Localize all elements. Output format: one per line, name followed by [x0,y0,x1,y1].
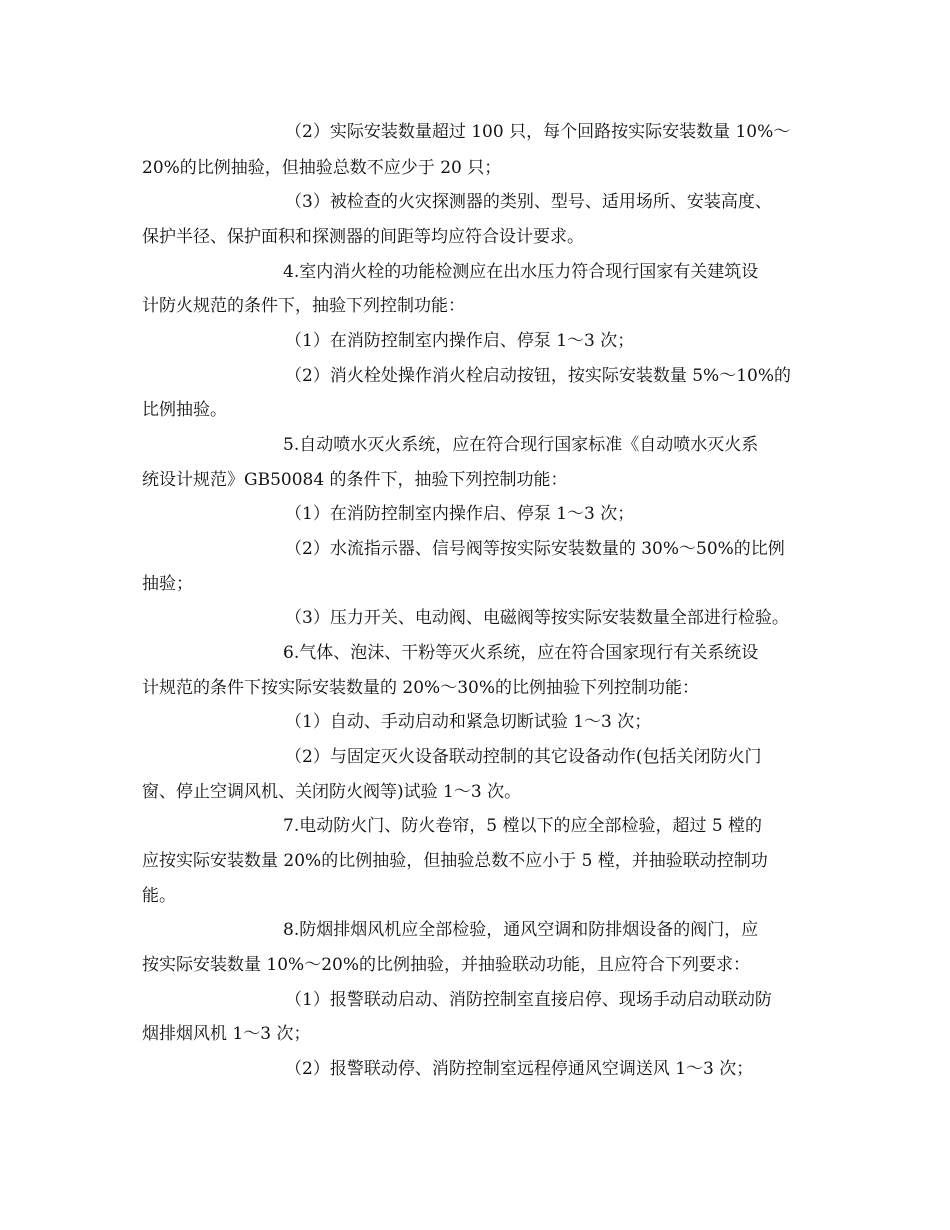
paragraph-line: 保护半径、保护面积和探测器的间距等均应符合设计要求。 [142,227,584,247]
paragraph-line: 8.防烟排烟风机应全部检验，通风空调和防排烟设备的阀门，应 [283,920,759,940]
paragraph-line: 窗、停止空调风机、关闭防火阀等)试验 1～3 次。 [142,782,522,802]
paragraph-line: （1）自动、手动启动和紧急切断试验 1～3 次； [285,712,652,732]
paragraph-line: （2）与固定灭火设备联动控制的其它设备动作(包括关闭防火门 [285,747,762,767]
paragraph-line: 计规范的条件下按实际安装数量的 20%～30%的比例抽验下列控制功能： [142,678,699,698]
paragraph-line: 按实际安装数量 10%～20%的比例抽验，并抽验联动功能，且应符合下列要求： [142,955,750,975]
paragraph-line: 计防火规范的条件下，抽验下列控制功能： [142,296,465,316]
paragraph-line: 能。 [142,886,176,906]
paragraph-line: 6.气体、泡沫、干粉等灭火系统，应在符合国家现行有关系统设 [283,643,759,663]
paragraph-line: 4.室内消火栓的功能检测应在出水压力符合现行国家有关建筑设 [283,262,759,282]
paragraph-line: （3）压力开关、电动阀、电磁阀等按实际安装数量全部进行检验。 [285,608,789,628]
paragraph-line: （1）在消防控制室内操作启、停泵 1～3 次； [285,331,635,351]
paragraph-line: （1）报警联动启动、消防控制室直接启停、现场手动启动联动防 [285,990,772,1010]
paragraph-line: 7.电动防火门、防火卷帘，5 樘以下的应全部检验，超过 5 樘的 [283,816,763,836]
paragraph-line: （2）水流指示器、信号阀等按实际安装数量的 30%～50%的比例 [285,539,785,559]
paragraph-line: 应按实际安装数量 20%的比例抽验，但抽验总数不应小于 5 樘，并抽验联动控制功 [142,851,768,871]
paragraph-line: （2）消火栓处操作消火栓启动按钮，按实际安装数量 5%～10%的 [285,366,791,386]
paragraph-line: （1）在消防控制室内操作启、停泵 1～3 次； [285,504,635,524]
paragraph-line: 5.自动喷水灭火系统，应在符合现行国家标准《自动喷水灭火系 [283,435,759,455]
paragraph-line: 抽验； [142,574,193,594]
paragraph-line: （2）报警联动停、消防控制室远程停通风空调送风 1～3 次； [285,1059,754,1079]
paragraph-line: 烟排烟风机 1～3 次； [142,1024,311,1044]
paragraph-line: （2）实际安装数量超过 100 只，每个回路按实际安装数量 10%～ [285,122,791,142]
paragraph-line: （3）被检查的火灾探测器的类别、型号、适用场所、安装高度、 [285,192,772,212]
paragraph-line: 20%的比例抽验，但抽验总数不应少于 20 只； [142,158,502,178]
paragraph-line: 统设计规范》GB50084 的条件下，抽验下列控制功能： [142,470,568,490]
paragraph-line: 比例抽验。 [142,400,227,420]
